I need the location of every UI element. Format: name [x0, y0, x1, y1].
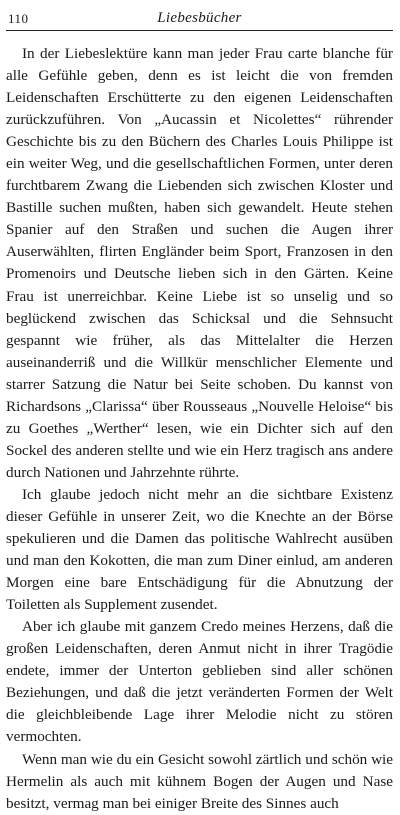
page-number: 110	[8, 11, 29, 26]
paragraph-1: In der Liebeslektüre kann man jeder Frau carte blanche für alle Gefühle geben, denn es ist leicht die von fremden Leidenschaften Erschütterte zu den eigenen Leidenschaften zurückzuführen. Von „Aucassin et Nicolettes“ rührender Geschichte bis zu den Büchern des Charles Louis Philippe ist ein weiter Weg, und die gesellschaftlichen Formen, unter deren furchtbarem Zwang die Liebenden sich zwischen Kloster und Bastille suchen mußten, haben sich gewandelt. Heute stehen Spanier auf den Straßen und suchen die Augen ihrer Auserwählten, flirten Engländer beim Sport, Franzosen in den Promenoirs und Deutsche lieben sich in den Gärten. Keine Frau ist unerreichbar. Keine Liebe ist so unselig und so beglückend zwischen das Schicksal und die Sehnsucht gespannt wie früher, als das Mittelalter die Herzen auseinanderriß und die Willkür menschlicher Elemente und starrer Satzung die Natur bei Seite schoben. Du kannst von Richardsons „Clarissa“ über Rousseaus „Nouvelle Heloise“ bis zu Goethes „Werther“ lesen, wie ein Dichter sich auf den Sockel des anderen stellte und wie ein Herz tragisch ans andere durch Nationen und Jahrzehnte rührte.	[6, 45, 393, 481]
paragraph-3: Aber ich glaube mit ganzem Credo meines Herzens, daß die großen Leidenschaften, deren Anmut nicht in ihrer Tragödie endete, immer der Unterton geblieben sind aller schönen Beziehungen, und daß die jetzt veränderten Formen der Welt die gleichbleibende Lage ihrer Melodie nicht zu stören vermochten.	[6, 618, 393, 746]
running-head	[6, 8, 393, 31]
body-text	[6, 43, 393, 815]
paragraph-2: Ich glaube jedoch nicht mehr an die sichtbare Existenz dieser Gefühle in unserer Zeit, wo die Knechte an der Börse spekulieren und die Damen das politische Wahlrecht ausüben und man den Kokotten, die man zum Diner einlud, am anderen Morgen eine bare Entschädigung für die Abnutzung der Toiletten als Supplement zusendet.	[6, 485, 393, 614]
paragraph-4: Wenn man wie du ein Gesicht sowohl zärtlich und schön wie Hermelin als auch mit kühnem Bogen der Augen und Nase besitzt, vermag man bei einiger Breite des Sinnes auch	[6, 750, 393, 812]
running-title: Liebesbücher	[157, 10, 242, 26]
